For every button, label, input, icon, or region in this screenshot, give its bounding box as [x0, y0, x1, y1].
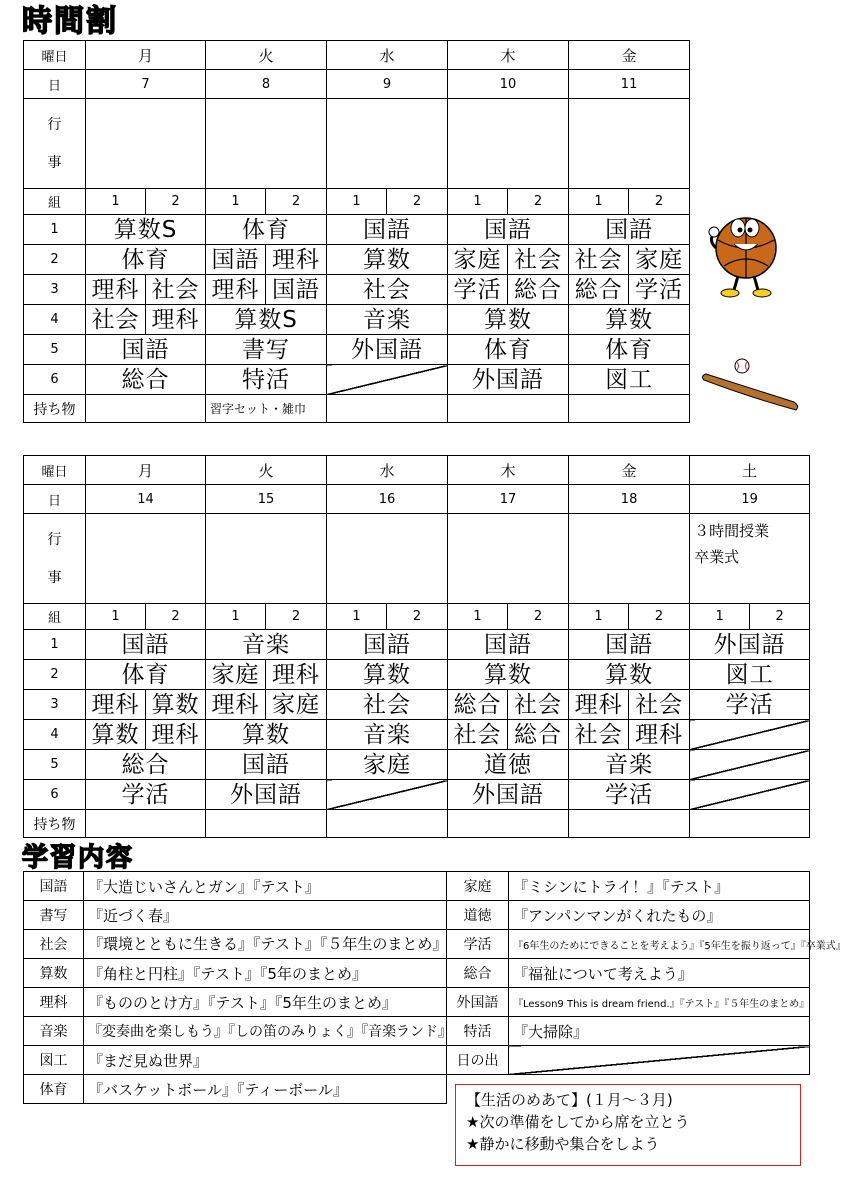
subject-cell: 外国語 [448, 780, 569, 810]
period-number: 1 [24, 215, 86, 245]
period-number: 6 [24, 780, 86, 810]
period-number: 5 [24, 750, 86, 780]
class-1: 1 [86, 604, 146, 630]
study-subject: 社会 [24, 930, 84, 959]
study-content: 『変奏曲を楽しもう』『しの笛のみりょく』『音楽ランド』 [84, 1017, 447, 1046]
date-mon: 14 [86, 485, 206, 514]
day-wed: 水 [327, 456, 448, 485]
study-subject: 体育 [24, 1075, 84, 1104]
subject-cell: 社会 [146, 275, 206, 305]
subject-cell: 社会 [569, 720, 629, 750]
subject-cell: 社会 [327, 275, 448, 305]
life-goals-title: 【生活のめあて】(１月～３月) [466, 1091, 673, 1109]
study-subject: 書写 [24, 901, 84, 930]
study-subject: 日の出 [447, 1046, 509, 1075]
subject-cell: 社会 [569, 245, 629, 275]
subject-cell: 総合 [508, 720, 569, 750]
study-table-right [446, 871, 846, 1075]
subject-cell: 算数 [569, 305, 690, 335]
subject-cell: 音楽 [327, 305, 448, 335]
study-subject: 道徳 [447, 901, 509, 930]
class-2: 2 [508, 604, 569, 630]
subject-cell: 国語 [206, 750, 327, 780]
subject-cell: 理科 [266, 245, 327, 275]
study-content: 『福祉について考えよう』 [509, 959, 810, 988]
date-label: 日 [24, 485, 86, 514]
subject-cell: 学活 [448, 275, 508, 305]
events-tue [206, 99, 327, 189]
events-mon [86, 99, 206, 189]
date-wed: 9 [327, 70, 448, 99]
day-wed: 水 [327, 41, 448, 70]
class-1: 1 [86, 189, 146, 215]
events-thu [448, 99, 569, 189]
events-sat [690, 514, 810, 604]
study-content: 『バスケットボール』『ティーボール』 [84, 1075, 447, 1104]
class-1: 1 [206, 189, 266, 215]
day-label: 曜日 [24, 456, 86, 485]
study-subject: 家庭 [447, 872, 509, 901]
events-label [24, 99, 86, 189]
study-subject: 理科 [24, 988, 84, 1017]
period-number: 3 [24, 690, 86, 720]
study-subject: 特活 [447, 1017, 509, 1046]
subject-cell: 算数 [448, 305, 569, 335]
subject-cell: 社会 [448, 720, 508, 750]
subject-cell: 理科 [206, 275, 266, 305]
study-content: 『近づく春』 [84, 901, 447, 930]
subject-cell: 算数 [327, 245, 448, 275]
subject-cell: 家庭 [206, 660, 266, 690]
study-table-left [23, 871, 452, 1104]
subject-cell: 学活 [690, 690, 810, 720]
no-class-slash [690, 720, 810, 750]
study-content: 『大掃除』 [509, 1017, 810, 1046]
day-fri: 金 [569, 41, 690, 70]
study-subject: 算数 [24, 959, 84, 988]
subject-cell: 音楽 [206, 630, 327, 660]
subject-cell: 理科 [266, 660, 327, 690]
subject-cell: 国語 [448, 630, 569, 660]
class-2: 2 [629, 189, 690, 215]
subject-cell: 総合 [86, 750, 206, 780]
subject-cell: 社会 [327, 690, 448, 720]
items-fri [569, 395, 690, 423]
subject-cell: 国語 [206, 245, 266, 275]
period-number: 4 [24, 720, 86, 750]
day-mon: 月 [86, 41, 206, 70]
events-thu [448, 514, 569, 604]
date-mon: 7 [86, 70, 206, 99]
day-mon: 月 [86, 456, 206, 485]
class-2: 2 [387, 604, 448, 630]
event-text: ３時間授業 [694, 522, 770, 540]
class-2: 2 [629, 604, 690, 630]
class-1: 1 [206, 604, 266, 630]
event-text: 卒業式 [694, 548, 740, 566]
no-class-slash [690, 780, 810, 810]
study-subject: 学活 [447, 930, 509, 959]
class-1: 1 [690, 604, 750, 630]
subject-cell: 国語 [86, 630, 206, 660]
period-number: 1 [24, 630, 86, 660]
subject-cell: 道徳 [448, 750, 569, 780]
week2-timetable [23, 455, 810, 838]
subject-cell: 理科 [146, 305, 206, 335]
no-content-slash [509, 1046, 810, 1075]
class-1: 1 [327, 189, 387, 215]
day-label: 曜日 [24, 41, 86, 70]
items-thu [448, 810, 569, 838]
subject-cell: 外国語 [690, 630, 810, 660]
timetable-title [22, 4, 118, 40]
subject-cell: 書写 [206, 335, 327, 365]
study-content: 『アンパンマンがくれたもの』 [509, 901, 810, 930]
date-wed: 16 [327, 485, 448, 514]
subject-cell: 社会 [86, 305, 146, 335]
no-class-slash [327, 365, 448, 395]
date-thu: 17 [448, 485, 569, 514]
events-wed [327, 99, 448, 189]
subject-cell: 国語 [448, 215, 569, 245]
subject-cell: 体育 [86, 660, 206, 690]
subject-cell: 国語 [86, 335, 206, 365]
date-tue: 15 [206, 485, 327, 514]
subject-cell: 算数 [569, 660, 690, 690]
baseball-bat-illustration [700, 352, 804, 414]
subject-cell: 算数 [327, 660, 448, 690]
study-content: 『Lesson9 This is dream friend.』『テスト』『５年生のまとめ』 [509, 988, 810, 1017]
day-thu: 木 [448, 456, 569, 485]
subject-cell: 算数S [206, 305, 327, 335]
events-wed [327, 514, 448, 604]
items-mon [86, 810, 206, 838]
subject-cell: 総合 [569, 275, 629, 305]
class-label: 組 [24, 604, 86, 630]
date-sat: 19 [690, 485, 810, 514]
period-number: 5 [24, 335, 86, 365]
subject-cell: 特活 [206, 365, 327, 395]
subject-cell: 総合 [508, 275, 569, 305]
date-label: 日 [24, 70, 86, 99]
period-number: 4 [24, 305, 86, 335]
basketball-mascot-illustration [708, 204, 784, 300]
events-tue [206, 514, 327, 604]
date-fri: 11 [569, 70, 690, 99]
subject-cell: 家庭 [327, 750, 448, 780]
day-thu: 木 [448, 41, 569, 70]
subject-cell: 体育 [206, 215, 327, 245]
subject-cell: 音楽 [327, 720, 448, 750]
study-content: 『もののとけ方』『テスト』『5年生のまとめ』 [84, 988, 447, 1017]
life-goal-item: ★次の準備をしてから席を立とう [466, 1113, 690, 1131]
items-tue: 習字セット・雑巾 [206, 395, 327, 423]
class-2: 2 [387, 189, 448, 215]
class-2: 2 [146, 189, 206, 215]
subject-cell: 学活 [86, 780, 206, 810]
subject-cell: 算数 [448, 660, 569, 690]
subject-cell: 外国語 [448, 365, 569, 395]
events-fri [569, 99, 690, 189]
period-number: 6 [24, 365, 86, 395]
class-2: 2 [146, 604, 206, 630]
events-label-1: 行 [47, 116, 62, 133]
day-tue: 火 [206, 41, 327, 70]
items-label: 持ち物 [24, 395, 86, 423]
study-content: 『環境とともに生きる』『テスト』『５年生のまとめ』 [84, 930, 447, 959]
period-number: 2 [24, 660, 86, 690]
events-label-2: 事 [47, 154, 62, 171]
subject-cell: 体育 [569, 335, 690, 365]
subject-cell: 学活 [569, 780, 690, 810]
subject-cell: 理科 [206, 690, 266, 720]
class-1: 1 [569, 189, 629, 215]
subject-cell: 社会 [508, 690, 569, 720]
subject-cell: 国語 [569, 215, 690, 245]
subject-cell: 算数 [146, 690, 206, 720]
subject-cell: 体育 [448, 335, 569, 365]
class-1: 1 [569, 604, 629, 630]
timetable-title-text: 時間割 [22, 4, 118, 39]
subject-cell: 理科 [86, 690, 146, 720]
study-content: 『6年生のためにできることを考えよう』『5年生を振り返って』『卒業式』 [509, 930, 810, 959]
subject-cell: 図工 [569, 365, 690, 395]
study-subject: 外国語 [447, 988, 509, 1017]
subject-cell: 国語 [569, 630, 690, 660]
items-sat [690, 810, 810, 838]
class-1: 1 [448, 189, 508, 215]
subject-cell: 国語 [266, 275, 327, 305]
subject-cell: 家庭 [266, 690, 327, 720]
study-content: 『大造じいさんとガン』『テスト』 [84, 872, 447, 901]
life-goal-item: ★静かに移動や集合をしよう [466, 1135, 660, 1153]
events-fri [569, 514, 690, 604]
subject-cell: 外国語 [206, 780, 327, 810]
study-subject: 総合 [447, 959, 509, 988]
subject-cell: 体育 [86, 245, 206, 275]
items-thu [448, 395, 569, 423]
subject-cell: 国語 [327, 630, 448, 660]
subject-cell: 学活 [629, 275, 690, 305]
date-tue: 8 [206, 70, 327, 99]
day-sat: 土 [690, 456, 810, 485]
class-2: 2 [508, 189, 569, 215]
class-label: 組 [24, 189, 86, 215]
events-label [24, 514, 86, 604]
class-2: 2 [266, 604, 327, 630]
day-fri: 金 [569, 456, 690, 485]
events-mon [86, 514, 206, 604]
study-content: 『まだ見ぬ世界』 [84, 1046, 447, 1075]
period-number: 3 [24, 275, 86, 305]
class-1: 1 [448, 604, 508, 630]
subject-cell: 外国語 [327, 335, 448, 365]
class-1: 1 [327, 604, 387, 630]
subject-cell: 理科 [569, 690, 629, 720]
day-tue: 火 [206, 456, 327, 485]
period-number: 2 [24, 245, 86, 275]
study-content: 『角柱と円柱』『テスト』『5年のまとめ』 [84, 959, 447, 988]
class-2: 2 [750, 604, 810, 630]
life-goals-box [455, 1084, 801, 1166]
subject-cell: 図工 [690, 660, 810, 690]
date-thu: 10 [448, 70, 569, 99]
study-subject: 国語 [24, 872, 84, 901]
subject-cell: 家庭 [629, 245, 690, 275]
subject-cell: 総合 [448, 690, 508, 720]
date-fri: 18 [569, 485, 690, 514]
items-fri [569, 810, 690, 838]
subject-cell: 社会 [508, 245, 569, 275]
subject-cell: 算数S [86, 215, 206, 245]
study-subject: 図工 [24, 1046, 84, 1075]
no-class-slash [327, 780, 448, 810]
no-class-slash [690, 750, 810, 780]
study-subject: 音楽 [24, 1017, 84, 1046]
events-label-2: 事 [47, 569, 62, 586]
items-wed [327, 395, 448, 423]
subject-cell: 社会 [629, 690, 690, 720]
subject-cell: 算数 [206, 720, 327, 750]
subject-cell: 国語 [327, 215, 448, 245]
week1-timetable [23, 40, 690, 423]
subject-cell: 音楽 [569, 750, 690, 780]
items-label: 持ち物 [24, 810, 86, 838]
items-wed [327, 810, 448, 838]
subject-cell: 理科 [629, 720, 690, 750]
study-title-text: 学習内容 [22, 843, 135, 873]
subject-cell: 理科 [146, 720, 206, 750]
subject-cell: 算数 [86, 720, 146, 750]
items-mon [86, 395, 206, 423]
subject-cell: 総合 [86, 365, 206, 395]
class-2: 2 [266, 189, 327, 215]
subject-cell: 理科 [86, 275, 146, 305]
items-tue [206, 810, 327, 838]
events-label-1: 行 [47, 531, 62, 548]
study-content: 『ミシンにトライ！』『テスト』 [509, 872, 810, 901]
subject-cell: 家庭 [448, 245, 508, 275]
